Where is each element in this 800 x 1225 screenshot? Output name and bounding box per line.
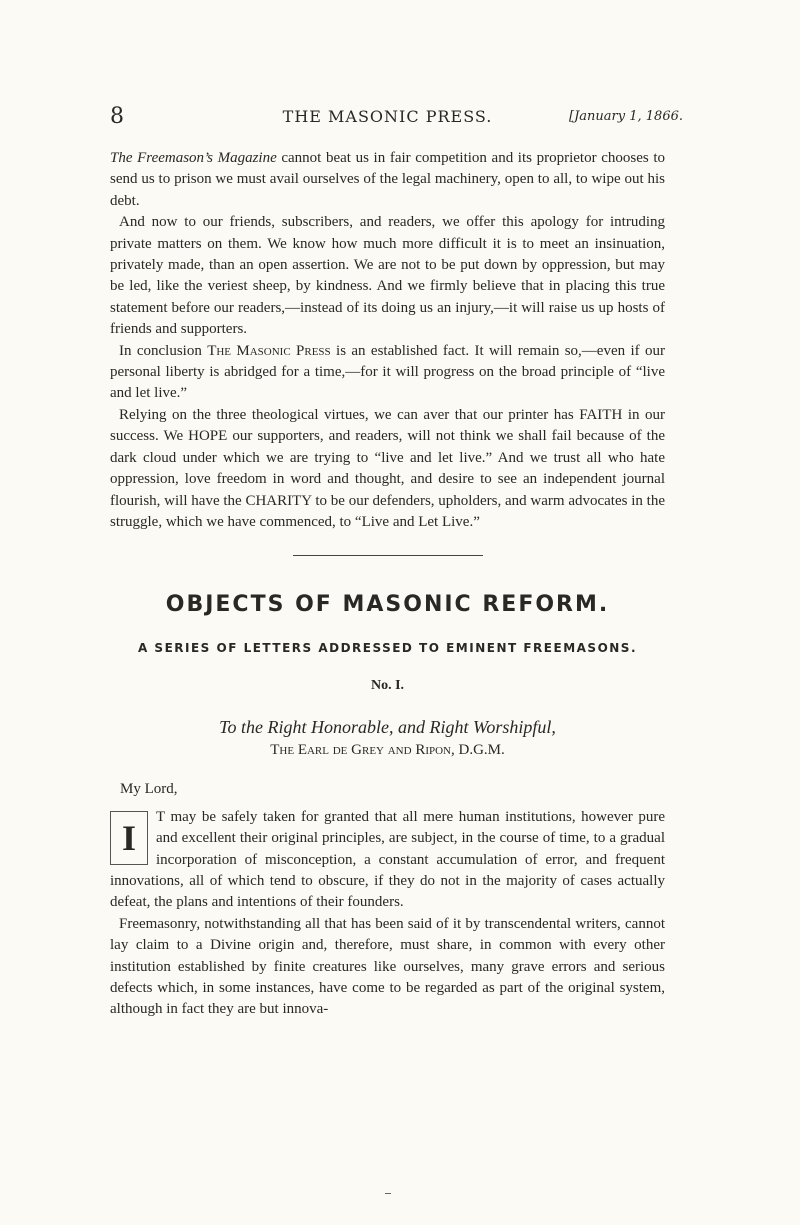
- article-title: OBJECTS OF MASONIC REFORM.: [165, 592, 610, 618]
- intro-paragraph-1: [110, 148, 665, 212]
- intro-paragraph-3-lead: In conclusion: [119, 342, 208, 359]
- addressee-line: To the Right Honorable, and Right Worshipful,: [219, 716, 556, 737]
- intro-paragraph-2: And now to our friends, subscribers, and readers, we offer this apology for intruding private matters on them. We know how much more difficult it is to meet an insinuation, privately made, than an open assertion. We are not to be put down by oppression, but may be led, like the veriest sheep, by kindness. And we firmly believe that in placing this true statement before our readers,—instead of its doing us an injury,—it will raise us up hosts of friends and supporters.: [110, 214, 665, 338]
- page-number: 8: [110, 104, 124, 129]
- intro-paragraph-3: [110, 341, 665, 405]
- salutation: My Lord,: [120, 781, 178, 798]
- addressee-name: The Earl de Grey and Ripon, D.G.M.: [270, 741, 505, 758]
- letter-paragraph-1: [110, 807, 665, 914]
- intro-paragraph-4: Relying on the three theological virtues, we can aver that our printer has FAITH in our success. We HOPE our supporters, and readers, will not think we shall fail because of the dark cloud under which we are trying to “live and let live.” And we trust all who hate oppression, love freedom in word and thought, and desire to see an independent journal flourish, will have the CHARITY to be our defenders, upholders, and warm advocates in the struggle, which we have commenced, to “Live and Let Live.”: [110, 406, 665, 530]
- running-title: THE MASONIC PRESS.: [282, 107, 493, 126]
- article-subtitle: A SERIES OF LETTERS ADDRESSED TO EMINENT FREEMASONS.: [137, 640, 638, 655]
- drop-cap: I: [110, 811, 148, 865]
- intro-paragraph-1-text: cannot beat us in fair competition and its proprietor chooses to send us to prison we must avail ourselves of the legal machinery, open to all, to wipe out his debt.: [110, 150, 665, 209]
- letter-number: No. I.: [370, 678, 405, 694]
- magazine-title: The Freemason’s Magazine: [110, 150, 277, 166]
- section-divider: [293, 555, 483, 556]
- journal-name: The Masonic Press: [207, 342, 331, 359]
- intro-paragraph-3-text: is an established fact. It will remain so,—even if our personal liberty is abridged for a time,—for it will progress on the broad principle of “live and let live.”: [110, 342, 665, 402]
- issue-date: [January 1, 1866.: [569, 109, 683, 124]
- letter-paragraph-1-text: T may be safely taken for granted that all mere human institutions, however pure and excellent their original principles, are subject, in the course of time, to a gradual incorporation of misconception, a constant accumulation of error, and frequent innovations, all of which tend to obscure, if they do not in the majority of cases actually defeat, the plans and intentions of their founders.: [110, 808, 665, 911]
- footer-mark: [385, 1193, 391, 1194]
- page-header: [110, 104, 683, 129]
- letter-paragraph-2: Freemasonry, notwithstanding all that has been said of it by transcendental writers, cannot lay claim to a Divine origin and, therefore, must share, in common with every other institution established by finite creatures like ourselves, many grave errors and serious defects which, in some instances, have come to be regarded as part of the original system, although in fact they are but innova-: [110, 915, 665, 1018]
- page-body: [110, 148, 665, 1021]
